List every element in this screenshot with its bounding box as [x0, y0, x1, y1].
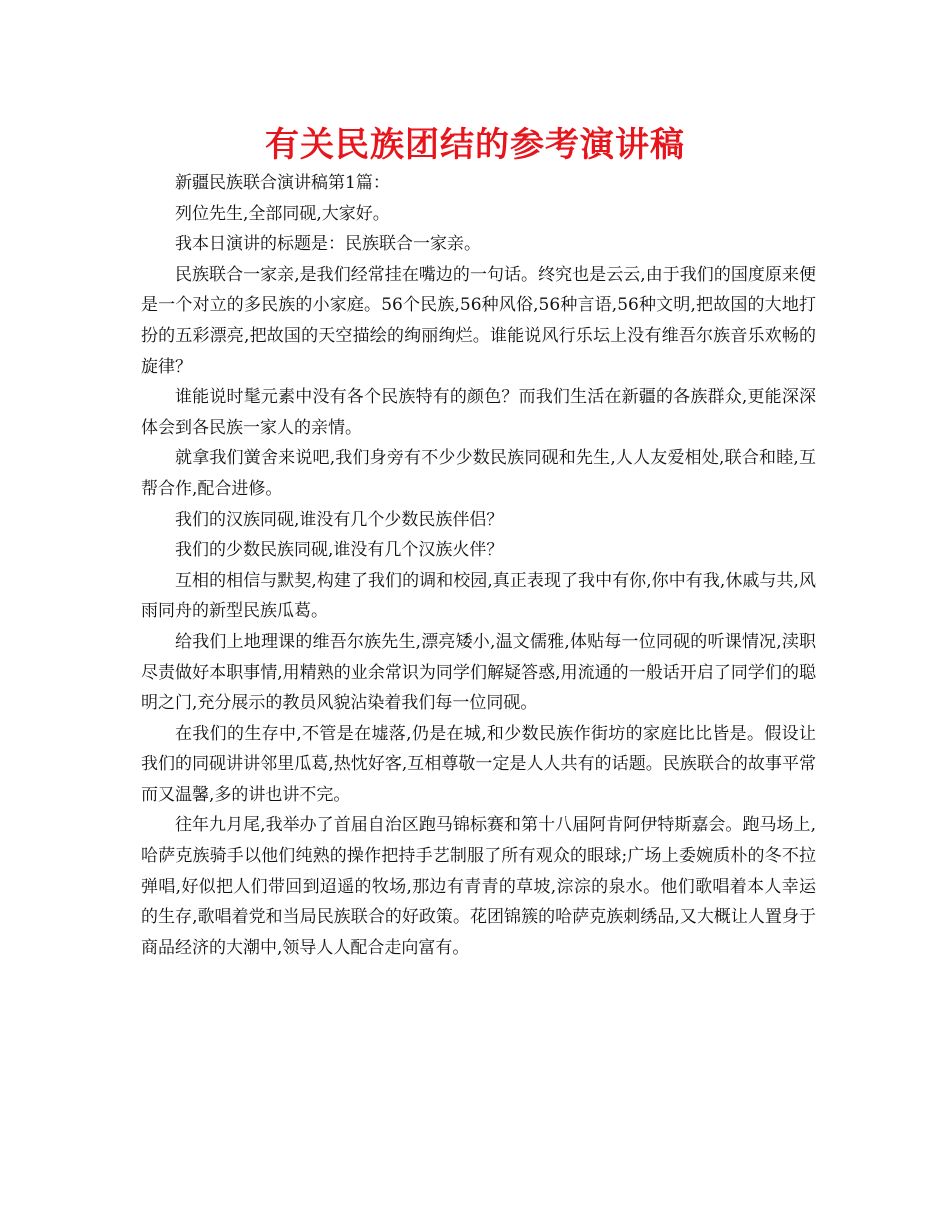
paragraph: 我本日演讲的标题是：民族联合一家亲。 [175, 234, 481, 255]
paragraph: 民族联合一家亲,是我们经常挂在嘴边的一句话。终究也是云云,由于我们的国度原来便是一个对立的多民族的小家庭。56个民族,56种风俗,56种言语,56种文明,把故国的大地打扮的五彩漂亮,把故国的天空描绘的绚丽绚烂。谁能说风行乐坛上没有维吾尔族音乐欢畅的旋律？ [141, 264, 816, 377]
paragraph: 新疆民族联合演讲稿第1篇： [175, 173, 390, 193]
paragraph: 我们的汉族同砚,谁没有几个少数民族伴侣？ [175, 509, 504, 530]
paragraph: 列位先生,全部同砚,大家好。 [175, 203, 390, 224]
paragraph: 我们的少数民族同砚,谁没有几个汉族火伴？ [175, 540, 504, 561]
document-title: 有关民族团结的参考演讲稿 [265, 125, 685, 165]
document-body [141, 168, 816, 963]
paragraph: 互相的相信与默契,构建了我们的调和校园,真正表现了我中有你,你中有我,休戚与共,风雨同舟的新型民族瓜葛。 [141, 570, 816, 622]
paragraph: 谁能说时髦元素中没有各个民族特有的颜色？而我们生活在新疆的各族群众,更能深深体会到各民族一家人的亲情。 [141, 387, 816, 438]
paragraph: 就拿我们黉舍来说吧,我们身旁有不少少数民族同砚和先生,人人友爱相处,联合和睦,互帮合作,配合进修。 [141, 448, 816, 499]
paragraph: 在我们的生存中,不管是在墟落,仍是在城,和少数民族作街坊的家庭比比皆是。假设让我们的同砚讲讲邻里瓜葛,热忱好客,互相尊敬一定是人人共有的话题。民族联合的故事平常而又温馨,多的讲也讲不完。 [141, 723, 816, 805]
paragraph: 给我们上地理课的维吾尔族先生,漂亮矮小,温文儒雅,体贴每一位同砚的听课情况,渎职尽责做好本职事情,用精熟的业余常识为同学们解疑答惑,用流通的一般话开启了同学们的聪明之门,充分展示的教员风貌沾染着我们每一位同砚。 [141, 631, 816, 714]
paragraph: 往年九月尾,我举办了首届自治区跑马锦标赛和第十八届阿肯阿伊特斯嘉会。跑马场上,哈萨克族骑手以他们纯熟的操作把持手艺制服了所有观众的眼球;广场上委婉质朴的冬不拉弹唱,好似把人们带回到迢遥的牧场,那边有青青的草坡,淙淙的泉水。他们歌唱着本人幸运的生存,歌唱着党和当局民族联合的好政策。花团锦簇的哈萨克族刺绣品,又大概让人置身于商品经济的大潮中,领导人人配合走向富有。 [141, 815, 816, 958]
